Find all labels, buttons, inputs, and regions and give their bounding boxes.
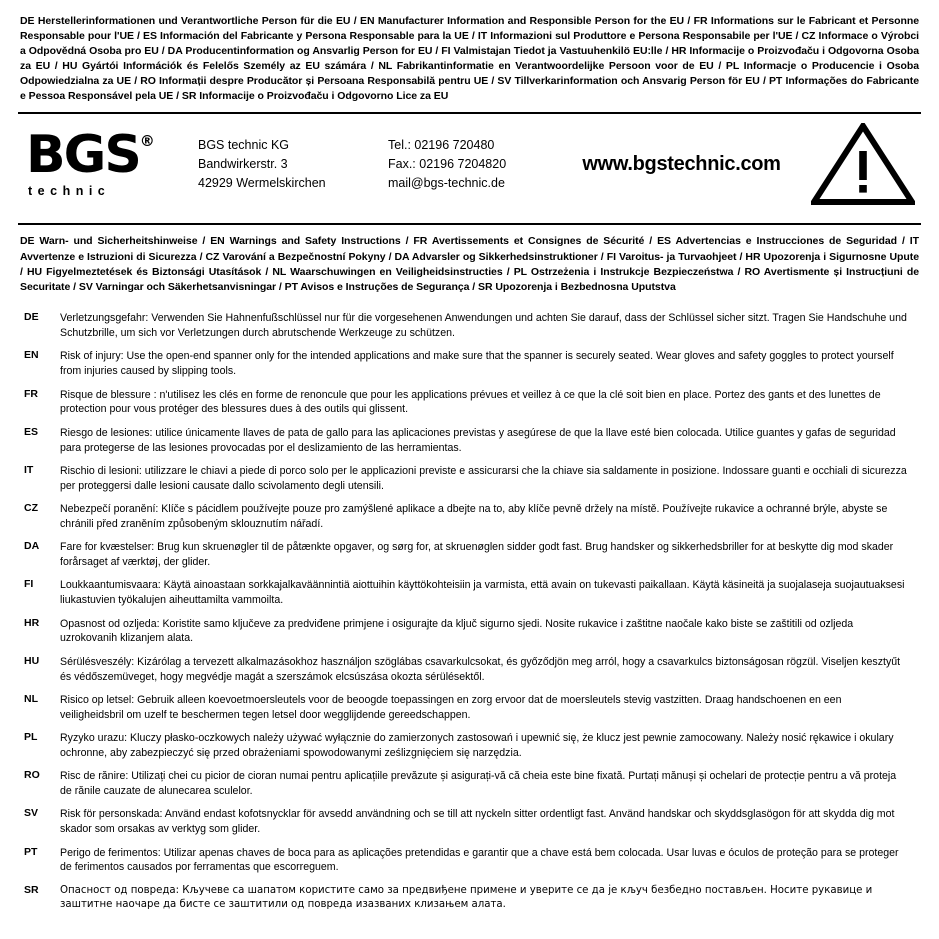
- language-code: NL: [24, 692, 38, 705]
- instruction-text: Loukkaantumisvaara: Käytä ainoastaan sorkkajalkaväännintiä aiottuihin käyttökohteisiin ja varmista, että avain on tukevasti paikallaan. Käytä käsineitä ja suojalaseja suojautuaksesi liukastuvien työkalujen aiheuttamilta vammoilta.: [60, 579, 905, 607]
- logo-subtitle: technic: [28, 183, 111, 198]
- instruction-text: Ryzyko urazu: Kluczy płasko-oczkowych należy używać wyłącznie do zamierzonych zastosowań i upewnić się, że klucz jest pewnie zamocowany. Należy nosić rękawice i okulary ochronne, aby zabezpieczyć się przed obrażeniami spowodowanymi ześlizgnięciem się narzędzia.: [60, 732, 894, 759]
- list-item: [24, 349, 919, 379]
- language-code: DE: [24, 311, 39, 324]
- logo-wordmark: [26, 125, 155, 186]
- language-code: FI: [24, 578, 34, 591]
- language-code: IT: [24, 463, 34, 476]
- list-item: [24, 807, 919, 837]
- instruction-text: Risico op letsel: Gebruik alleen koevoetmoersleutels voor de beoogde toepassingen en zorg ervoor dat de moersleutels stevig vastzitten. Draag handschoenen en een veiligheidsbril om uzelf te beschermen tegen letsel door wegglijdende gereedschappen.: [60, 693, 842, 721]
- language-code: HU: [24, 654, 40, 667]
- logo-text: BGS: [26, 125, 140, 186]
- language-code: SR: [24, 883, 39, 896]
- list-item: [24, 693, 919, 723]
- company-fax: Fax.: 02196 7204820: [388, 156, 507, 171]
- language-code: PT: [24, 845, 38, 858]
- list-item: [24, 502, 919, 532]
- list-item: [24, 884, 919, 913]
- instruction-text: Risk för personskada: Använd endast kofotsnycklar för avsedd användning och se till att nyckeln sitter ordentligt fast. Använd handskar och skyddsglasögon för att skydda dig mot skador som orsakas av verktyg som glider.: [60, 808, 895, 836]
- instruction-text: Sérülésveszély: Kizárólag a tervezett alkalmazásokhoz használjon szöglábas csavarkulcsokat, és győződjön meg arról, hogy a csavarkulcs biztonságosan rögzül. Viseljen kesztyűt és védőszemüveget, hogy megvédje magát a szerszámok elcsúszása okozta sérülésektől.: [60, 655, 901, 683]
- language-code: PL: [24, 731, 38, 744]
- list-item: [24, 540, 919, 570]
- warnings-title: DE Warn- und Sicherheitshinweise / EN Warnings and Safety Instructions / FR Avertissements et Consignes de Sécurité / ES Advertencias e Instrucciones de Seguridad / IT Avvertenze e Istruzioni di Sicurezza / CZ Varování a Bezpečnostní Pokyny / DA Advarsler og Sikkerhedsinstruktioner / FI Varoitus- ja Turvaohjeet / HR Upozorenja i Sigurnosne Upute / HU Figyelmeztetések és Biztonsági Utasítások / NL Waarschuwingen en Veiligheidsinstructies / PL Ostrzeżenia i Instrukcje Bezpieczeństwa / RO Avertismente și Instrucțiuni de Securitate / SV Varningar och Säkerhetsanvisningar / PT Avisos e Instruções de Segurança / SR Upozorenja i Bezbednosna Uputstva: [20, 235, 919, 294]
- language-code: RO: [24, 769, 40, 782]
- instruction-text: Risc de rănire: Utilizați chei cu picior de cioran numai pentru aplicațiile prevăzute și asigurați-vă că cheia este bine fixată. Purtați mănuși și ochelari de protecție pentru a vă proteja de rănile cauzate de alunecarea sculelor.: [60, 770, 897, 798]
- manufacturer-info-header: DE Herstellerinformationen und Verantwortliche Person für die EU / EN Manufacturer Information and Responsible Person for the EU / FR Informations sur le Fabricant et Personne Responsable pour l'UE / ES Información del Fabricante y Persona Responsable para la UE / IT Informazioni sul Produttore e Persona Responsabile per l'UE / CZ Informace o Výrobci a Odpovědná Osoba pro EU / DA Producentinformation og Ansvarlig Person for EU / FI Valmistajan Tiedot ja Vastuuhenkilö EU:lle / HR Informacije o Proizvođaču i Odgovorna Osoba za EU / HU Gyártói Információk és Felelős Személy az EU számára / NL Fabrikantinformatie en Verantwoordelijke Persoon voor de EU / PL Informacje o Producencie i Osoba Odpowiedzialna za UE / RO Informații despre Producător și Persoana Responsabilă pentru UE / SV Tillverkarinformation och Ansvarig Person för EU / PT Informações do Fabricante e Pessoa Responsável pela UE / SR Informacije o Proizvođaču i Odgovorno Lice za EU: [20, 15, 919, 102]
- list-item: [24, 769, 919, 799]
- bgs-logo: [20, 125, 198, 198]
- company-street: Bandwirkerstr. 3: [198, 156, 288, 171]
- language-code: ES: [24, 425, 39, 438]
- list-item: [24, 731, 919, 761]
- company-address: [198, 136, 388, 193]
- registered-icon: ®: [139, 131, 155, 150]
- instruction-text: Riesgo de lesiones: utilice únicamente llaves de pata de gallo para las aplicaciones previstas y asegúrese de que la llave esté bien colocada. Utilice guantes y gafas de seguridad para protegerse de las lesiones provocadas por el deslizamiento de las herramientas.: [60, 426, 896, 454]
- language-code: EN: [24, 349, 39, 362]
- company-mail: mail@bgs-technic.de: [388, 175, 505, 190]
- instruction-text: Perigo de ferimentos: Utilizar apenas chaves de boca para as aplicações pretendidas e garantir que a chave está bem colocada. Usar luvas e óculos de proteção para se proteger de ferimentos causados por ferramentas que escorreguem.: [60, 846, 899, 874]
- instruction-text: Nebezpečí poranění: Klíče s pácidlem používejte pouze pro zamýšlené aplikace a dbejte na to, aby klíče pevně držely na místě. Používejte rukavice a ochranné brýle, abyste se chránili před zraněním způsobeným sklouznutím nářadí.: [60, 503, 888, 530]
- company-contact: [388, 136, 568, 193]
- list-item: [24, 464, 919, 494]
- list-item: [24, 846, 919, 876]
- instruction-text: Risk of injury: Use the open-end spanner only for the intended applications and make sure that the spanner is securely seated. Wear gloves and safety goggles to protect yourself from injuries caused by slipping tools.: [60, 350, 894, 378]
- language-code: FR: [24, 387, 38, 400]
- instruction-text: Опасност од повреда: Кључеве са шапатом користите само за предвиђене примене и уверите се да је кључ безбедно постављен. Носите рукавице и заштитне наочаре да бисте се заштитили од повреда изазваних клизањем алата.: [60, 884, 873, 910]
- list-item: [24, 578, 919, 608]
- instructions-list: [24, 311, 919, 912]
- language-code: CZ: [24, 502, 38, 515]
- company-band: [18, 114, 921, 214]
- language-code: DA: [24, 540, 40, 553]
- instruction-text: Risque de blessure : n'utilisez les clés en forme de renoncule que pour les applications prévues et veillez à ce que la clé soit bien en place. Portez des gants et des lunettes de protection pour vous protéger des blessures dues à des outils qui glissent.: [60, 388, 881, 416]
- divider-bottom: [18, 223, 921, 225]
- list-item: [24, 655, 919, 685]
- list-item: [24, 426, 919, 456]
- list-item: [24, 617, 919, 647]
- list-item: [24, 388, 919, 418]
- warning-triangle-icon: [805, 123, 919, 205]
- instruction-text: Verletzungsgefahr: Verwenden Sie Hahnenfußschlüssel nur für die vorgesehenen Anwendungen und achten Sie darauf, dass der Schlüssel sicher sitzt. Tragen Sie Handschuhe und Schutzbrille, um sich vor Verletzungen durch abrutschende Werkzeuge zu schützen.: [60, 312, 907, 340]
- company-city: 42929 Wermelskirchen: [198, 175, 326, 190]
- language-code: HR: [24, 616, 40, 629]
- company-tel: Tel.: 02196 720480: [388, 137, 495, 152]
- language-code: SV: [24, 807, 39, 820]
- instruction-text: Rischio di lesioni: utilizzare le chiavi a piede di porco solo per le applicazioni previste e assicurarsi che la chiave sia saldamente in posizione. Indossare guanti e occhiali di sicurezza per proteggersi dalle lesioni causate dallo scivolamento degli utensili.: [60, 464, 907, 492]
- instruction-text: Fare for kvæstelser: Brug kun skruenøgler til de påtænkte opgaver, og sørg for, at skruenøglen sidder godt fast. Brug handsker og sikkerhedsbriller for at beskytte dig mod skader forårsaget af værktøj, der glider.: [60, 541, 894, 569]
- instruction-text: Opasnost od ozljeda: Koristite samo ključeve za predviđene primjene i osigurajte da ključ sigurno sjedi. Nosite rukavice i zaštitne naočale kako biste se zaštitili od ozljeda uzrokovanih klizanjem alata.: [60, 617, 854, 645]
- company-name: BGS technic KG: [198, 137, 290, 152]
- list-item: [24, 311, 919, 341]
- company-website: www.bgstechnic.com: [582, 152, 781, 175]
